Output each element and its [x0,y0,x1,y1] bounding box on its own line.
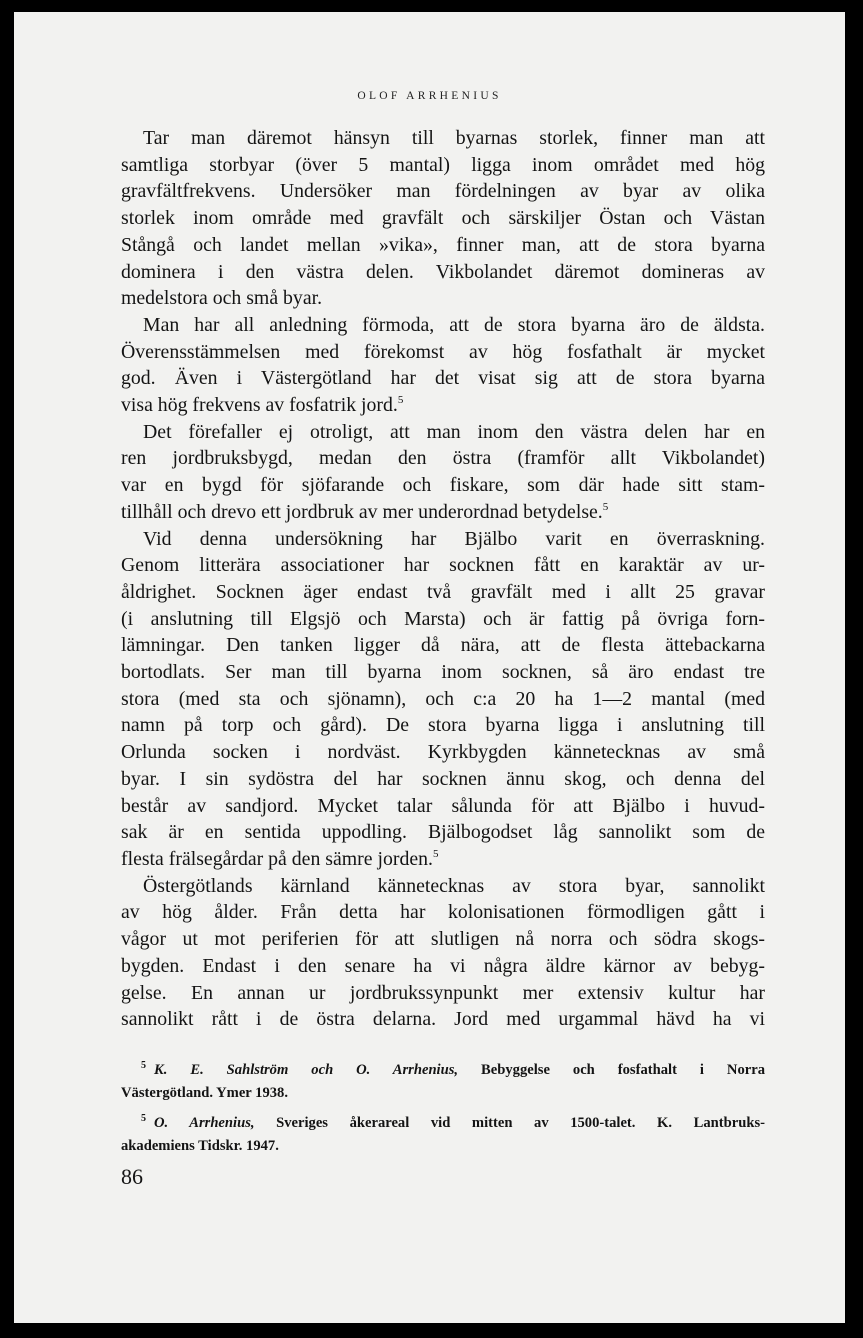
footnote-line [121,1055,765,1082]
footnote-marker: 5 [141,1113,146,1125]
text-line: tillhåll och drevo ett jordbruk av mer underordnad betydelse.$^5$ [121,500,609,523]
text-line: lämningar. Den tanken ligger då nära, att de flesta ättebackarna [121,634,765,657]
text-line: sannolikt rått i de östra delarna. Jord med urgammal hävd ha vi [121,1008,765,1031]
footnote [121,1108,765,1157]
paragraph [121,312,765,419]
text-line: gelse. En annan ur jordbrukssynpunkt mer extensiv kultur har [121,981,765,1004]
text-line: sak är en sentida uppodling. Bjälbogodset låg sannolikt som de [121,821,765,844]
footnote-line: Västergötland. Ymer 1938. [121,1084,288,1101]
footnotes [121,1055,765,1161]
footnote-title: Sveriges åkerareal vid mitten av 1500-talet. K. Lantbruks- [254,1115,765,1132]
text-line: Stångå och landet mellan »vika», finner man, att de stora byarna [121,233,765,256]
text-line: Orlunda socken i nordväst. Kyrkbygden kännetecknas av små [121,741,765,764]
footnote-reference[interactable]: 5 [432,847,439,860]
footnote-reference[interactable]: 5 [602,500,609,513]
footnote-title: Bebyggelse och fosfathalt i Norra [458,1062,765,1078]
text-line: Tar man däremot hänsyn till byarnas storlek, finner man att [143,127,765,149]
text-line: gravfältfrekvens. Undersöker man fördelningen av byar av olika [121,180,765,203]
footnote-line [121,1108,765,1135]
page-number: 86 [121,1164,143,1189]
text-line: god. Även i Västergötland har det visat sig att de stora byarna [121,367,765,390]
text-line: visa hög frekvens av fosfatrik jord.$^5$ [121,394,404,417]
text-line: samtliga storbyar (över 5 mantal) ligga inom området med hög [121,153,765,176]
book-page [14,12,845,1323]
text-line: Östergötlands kärnland kännetecknas av stora byar, sannolikt [143,874,765,897]
text-line: Överensstämmelsen med förekomst av hög fosfathalt är mycket [121,340,765,363]
text-line: Genom litterära associationer har socknen fått en karaktär av ur- [121,554,765,577]
text-line: byar. I sin sydöstra del har socknen ännu skog, och denna del [121,767,765,790]
text-line: Det förefaller ej otroligt, att man inom den västra delen har en [143,420,765,443]
footnote [121,1055,765,1104]
paragraph [121,419,765,526]
text-line: flesta frälsegårdar på den sämre jorden.$^5$ [121,847,439,870]
paragraph [121,873,765,1033]
text-line: består av sandjord. Mycket talar sålunda för att Bjälbo i huvud- [121,794,765,817]
text-line: ren jordbruksbygd, medan den östra (framför allt Vikbolandet) [121,447,765,470]
text-line: bygden. Endast i den senare ha vi några äldre kärnor av bebyg- [121,954,765,977]
footnote-reference[interactable]: 5 [397,394,404,407]
paragraph [121,526,765,873]
text-line: stora (med sta och sjönamn), och c:a 20 ha 1—2 mantal (med [121,687,765,710]
paragraph [121,125,765,312]
text-line: vågor ut mot periferien för att slutligen nå norra och södra skogs- [121,928,765,951]
text-line: (i anslutning till Elgsjö och Marsta) och är fattig på övriga forn- [121,607,765,630]
text-line: namn på torp och gård). De stora byarna ligga i anslutning till [121,714,765,737]
footnote-marker: 5 [141,1060,146,1071]
footnote-author: K. E. Sahlström och O. Arrhenius, [154,1062,459,1078]
running-header: OLOF ARRHENIUS [357,90,502,102]
text-line: bortodlats. Ser man till byarna inom socknen, så äro endast tre [121,661,765,684]
text-line: Man har all anledning förmoda, att de stora byarna äro de äldsta. [143,313,765,336]
text-line: Vid denna undersökning har Bjälbo varit en överraskning. [143,527,765,550]
text-line: åldrighet. Socknen äger endast två gravfält med i allt 25 gravar [121,580,765,603]
footnote-line: akademiens Tidskr. 1947. [121,1137,279,1154]
text-line: medelstora och små byar. [121,287,323,310]
text-line: var en bygd för sjöfarande och fiskare, som där hade sitt stam- [121,474,765,497]
footnote-author: O. Arrhenius, [154,1115,255,1132]
text-line: dominera i den västra delen. Vikbolandet däremot domineras av [121,260,765,283]
text-line: av hög ålder. Från detta har kolonisationen förmodligen gått i [121,901,765,924]
text-line: storlek inom område med gravfält och särskiljer Östan och Västan [121,207,765,230]
body-text [121,125,765,1033]
